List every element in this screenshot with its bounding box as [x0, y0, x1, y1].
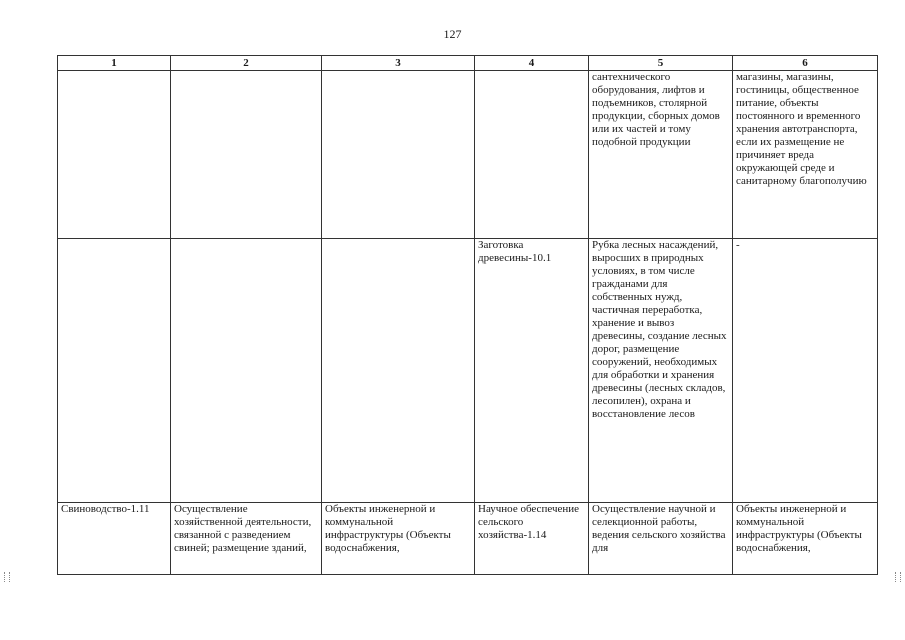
header-col-6: 6 [733, 56, 878, 71]
land-use-table [57, 55, 878, 575]
cell-r2-c1 [58, 239, 171, 502]
table-row [58, 71, 878, 239]
main-use-name: Свиноводство-1.11 [61, 502, 150, 515]
table-row [58, 502, 878, 574]
header-col-4: 4 [475, 56, 589, 71]
conditional-use-name: Научное обеспечение сельского хозяйства-1.14 [478, 502, 580, 541]
auxiliary-use-dash: - [736, 239, 740, 252]
cell-r1-c1 [58, 71, 171, 239]
header-col-2: 2 [171, 56, 322, 71]
header-col-5: 5 [589, 56, 733, 71]
conditional-use-description: Осуществление научной и селекционной работы, ведения сельского хозяйства для [592, 502, 726, 554]
permitted-use-description: сантехнического оборудования, лифтов и подъемников, столярной продукции, сборных домов или их частей и тому подобной продукции [592, 71, 720, 148]
cell-r3-c6 [733, 502, 878, 574]
auxiliary-use-description: магазины, магазины, гостиницы, общественное питание, объекты постоянного и временного хранения автотранспорта, если их размещение не причиняет вреда окружающей среде и санитарному благополучию [736, 71, 867, 187]
cell-r2-c5 [589, 239, 733, 502]
cell-r2-c4 [475, 239, 589, 502]
header-col-3: 3 [322, 56, 475, 71]
auxiliary-objects: Объекты инженерной и коммунальной инфраструктуры (Объекты водоснабжения, [325, 502, 451, 554]
cell-r3-c2 [171, 502, 322, 574]
page-number: 127 [443, 27, 462, 41]
cell-r3-c1 [58, 502, 171, 574]
main-use-description: Осуществление хозяйственной деятельности, связанной с разведением свиней; размещение зданий, [174, 502, 312, 554]
cell-r1-c4 [475, 71, 589, 239]
cell-r3-c5 [589, 502, 733, 574]
header-col-1: 1 [58, 56, 171, 71]
cell-r1-c3 [322, 71, 475, 239]
cell-r3-c4 [475, 502, 589, 574]
scan-edge-mark-right [895, 572, 901, 582]
cell-r2-c3 [322, 239, 475, 502]
cell-r1-c5 [589, 71, 733, 239]
cell-r2-c6 [733, 239, 878, 502]
cell-r1-c6 [733, 71, 878, 239]
scan-edge-mark-left [4, 572, 10, 582]
conditional-use-description: Рубка лесных насаждений, выросших в природных условиях, в том числе гражданами для собственных нужд, частичная переработка, хранение и вывоз древесины, создание лесных дорог, размещение сооружений, необходимых для обработки и хранения древесины (лесных складов, лесопилен), охрана и восстановление лесов [592, 239, 727, 421]
header-row [58, 56, 878, 71]
table-row [58, 239, 878, 502]
conditional-use-name: Заготовка древесины-10.1 [478, 239, 552, 265]
cell-r2-c2 [171, 239, 322, 502]
cell-r1-c2 [171, 71, 322, 239]
cell-r3-c3 [322, 502, 475, 574]
auxiliary-objects: Объекты инженерной и коммунальной инфраструктуры (Объекты водоснабжения, [736, 502, 862, 554]
